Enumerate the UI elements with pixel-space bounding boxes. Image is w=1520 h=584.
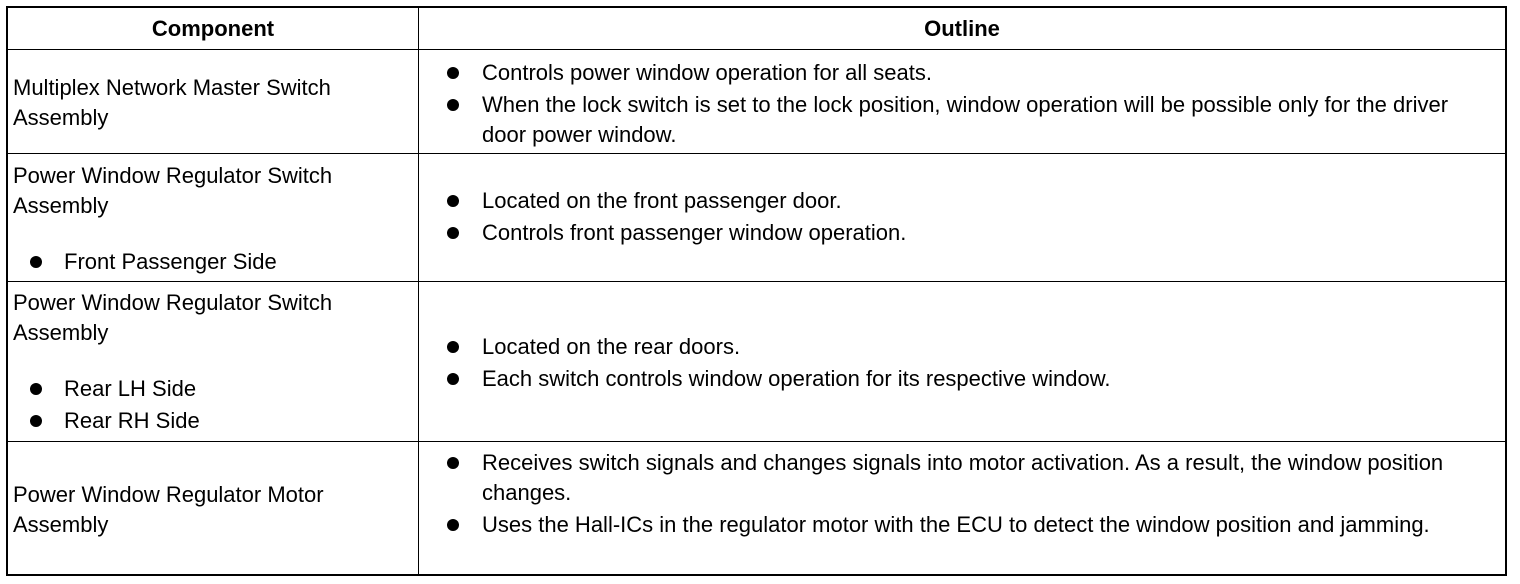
header-outline: Outline	[924, 15, 1000, 41]
header-component: Component	[8, 8, 419, 49]
bullet-icon	[447, 519, 459, 531]
outline-text: Controls power window operation for all seats.	[482, 60, 933, 85]
outline-text: Uses the Hall-ICs in the regulator motor with the ECU to detect the window position and jamming.	[482, 512, 1430, 537]
component-name: Power Window Regulator Motor Assembly	[13, 482, 324, 537]
component-name: Multiplex Network Master Switch Assembly	[13, 75, 331, 130]
table-row	[8, 50, 1505, 154]
component-cell	[8, 154, 419, 281]
component-sub-list	[30, 246, 277, 278]
outline-text: Located on the front passenger door.	[482, 188, 842, 213]
component-cell	[8, 442, 419, 574]
outline-text: Controls front passenger window operation.	[482, 220, 907, 245]
table-header-row	[8, 8, 1505, 50]
bullet-icon	[447, 67, 459, 79]
bullet-icon	[30, 415, 42, 427]
outline-cell	[419, 442, 1505, 574]
list-item	[447, 332, 1483, 362]
outline-cell	[419, 50, 1505, 153]
table-row	[8, 282, 1505, 442]
component-outline-table	[6, 6, 1507, 576]
table-row	[8, 442, 1505, 574]
bullet-icon	[447, 457, 459, 469]
list-item	[447, 90, 1483, 150]
sub-item-text: Front Passenger Side	[64, 249, 277, 274]
bullet-icon	[30, 256, 42, 268]
sub-item-text: Rear RH Side	[64, 408, 200, 433]
outline-text: Located on the rear doors.	[482, 334, 741, 359]
outline-list	[447, 58, 1483, 152]
component-sub-list	[30, 373, 200, 437]
outline-list	[447, 448, 1483, 542]
list-item	[30, 246, 277, 278]
component-cell	[8, 50, 419, 153]
outline-list	[447, 332, 1483, 396]
bullet-icon	[447, 341, 459, 353]
outline-cell	[419, 154, 1505, 281]
sub-item-text: Rear LH Side	[64, 376, 197, 401]
list-item	[447, 186, 1483, 216]
bullet-icon	[447, 99, 459, 111]
outline-text: When the lock switch is set to the lock position, window operation will be possible only for the driver door power window.	[482, 92, 1449, 147]
component-name: Power Window Regulator Switch Assembly	[13, 290, 333, 345]
component-cell	[8, 282, 419, 441]
list-item	[447, 58, 1483, 88]
outline-list	[447, 186, 1483, 250]
outline-cell	[419, 282, 1505, 441]
outline-text: Receives switch signals and changes signals into motor activation. As a result, the window position changes.	[482, 450, 1444, 505]
outline-text: Each switch controls window operation for its respective window.	[482, 366, 1111, 391]
bullet-icon	[447, 373, 459, 385]
list-item	[30, 373, 200, 405]
list-item	[447, 218, 1483, 248]
list-item	[447, 448, 1483, 508]
component-name: Power Window Regulator Switch Assembly	[13, 163, 333, 218]
list-item	[447, 364, 1483, 394]
bullet-icon	[447, 227, 459, 239]
bullet-icon	[447, 195, 459, 207]
table-row	[8, 154, 1505, 282]
list-item	[447, 510, 1483, 540]
bullet-icon	[30, 383, 42, 395]
list-item	[30, 405, 200, 437]
